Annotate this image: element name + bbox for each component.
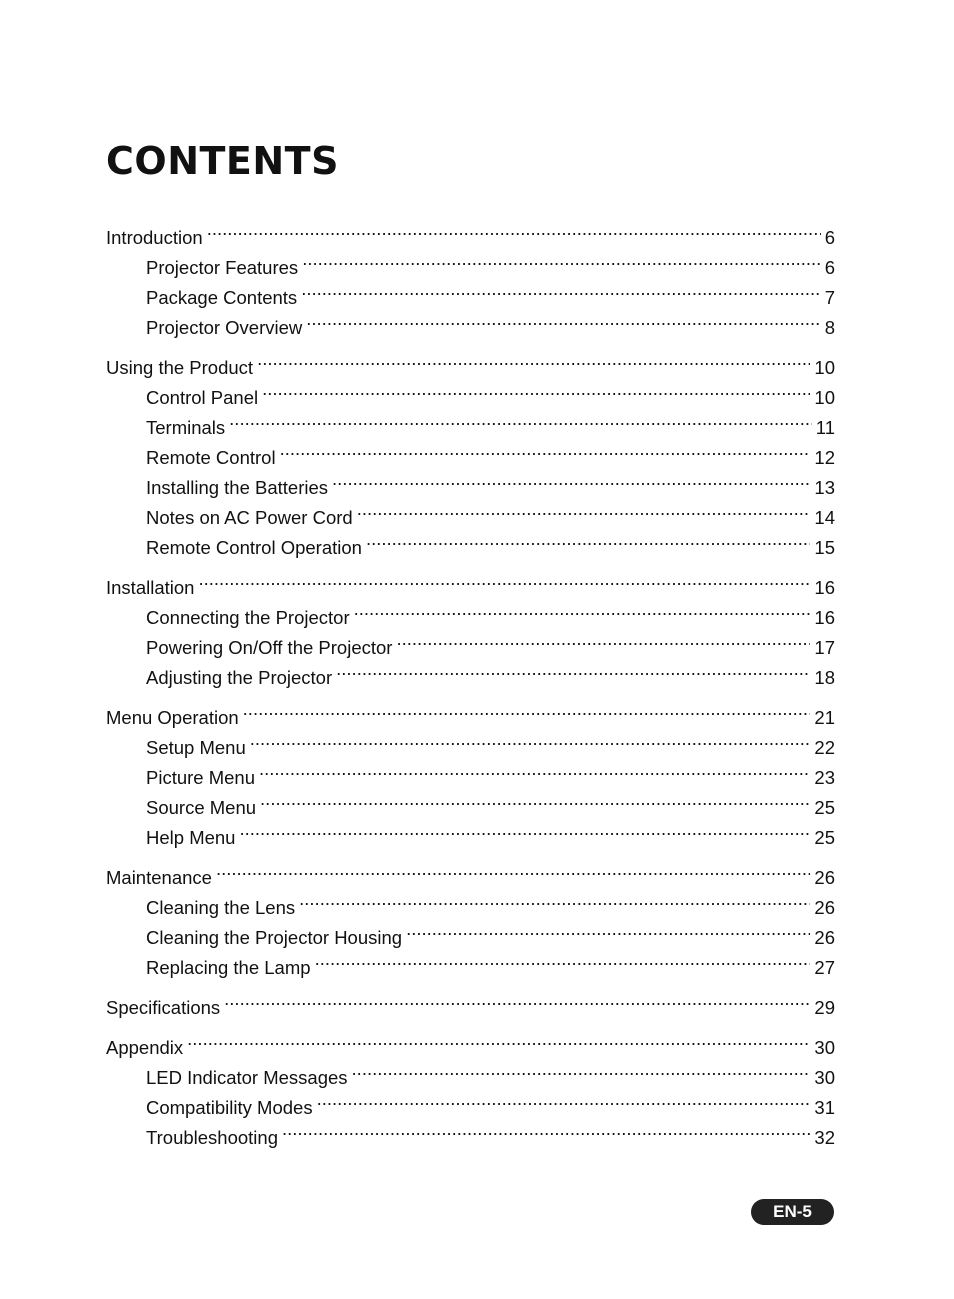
toc-section	[106, 222, 835, 342]
toc-subentry[interactable]	[106, 1122, 835, 1152]
dot-leader	[301, 282, 821, 304]
table-of-contents	[106, 222, 835, 1162]
toc-entry-label: Compatibility Modes	[146, 1097, 313, 1118]
toc-entry-label: Powering On/Off the Projector	[146, 637, 393, 658]
dot-leader	[406, 922, 810, 944]
dot-leader	[306, 312, 820, 334]
dot-leader	[282, 1122, 810, 1144]
dot-leader	[354, 602, 811, 624]
dot-leader	[250, 732, 811, 754]
dot-leader	[216, 862, 810, 884]
toc-entry-label: Specifications	[106, 997, 221, 1018]
toc-entry-label: Cleaning the Lens	[146, 897, 296, 918]
toc-page-number: 32	[814, 1127, 835, 1148]
toc-page-number: 26	[814, 927, 835, 948]
toc-entry-label: Picture Menu	[146, 767, 255, 788]
toc-page-number: 27	[814, 957, 835, 978]
toc-page-number: 25	[814, 797, 835, 818]
dot-leader	[336, 662, 810, 684]
toc-page-number: 16	[814, 577, 835, 598]
toc-subentry[interactable]	[106, 1092, 835, 1122]
toc-page-number: 8	[824, 317, 835, 338]
toc-subentry[interactable]	[106, 252, 835, 282]
toc-page-number: 7	[824, 287, 835, 308]
page-title: CONTENTS	[106, 139, 339, 183]
toc-entry-label: Installing the Batteries	[146, 477, 329, 498]
toc-entry-label: Terminals	[146, 417, 226, 438]
toc-entry[interactable]	[106, 222, 835, 252]
toc-entry-label: LED Indicator Messages	[146, 1067, 348, 1088]
dot-leader	[357, 502, 811, 524]
toc-page-number: 25	[814, 827, 835, 848]
dot-leader	[239, 822, 810, 844]
toc-page-number: 10	[814, 357, 835, 378]
dot-leader	[366, 532, 810, 554]
dot-leader	[207, 222, 821, 244]
toc-page-number: 14	[814, 507, 835, 528]
toc-subentry[interactable]	[106, 632, 835, 662]
toc-subentry[interactable]	[106, 762, 835, 792]
toc-entry-label: Package Contents	[146, 287, 298, 308]
dot-leader	[302, 252, 821, 274]
toc-page-number: 23	[814, 767, 835, 788]
toc-subentry[interactable]	[106, 442, 835, 472]
dot-leader	[280, 442, 811, 464]
toc-entry-label: Appendix	[106, 1037, 184, 1058]
toc-subentry[interactable]	[106, 532, 835, 562]
toc-entry-label: Setup Menu	[146, 737, 246, 758]
toc-entry-label: Troubleshooting	[146, 1127, 278, 1148]
toc-page-number: 29	[814, 997, 835, 1018]
toc-entry-label: Cleaning the Projector Housing	[146, 927, 403, 948]
toc-entry-label: Menu Operation	[106, 707, 239, 728]
toc-entry-label: Remote Control	[146, 447, 276, 468]
toc-entry[interactable]	[106, 1032, 835, 1062]
dot-leader	[259, 762, 810, 784]
toc-page-number: 13	[814, 477, 835, 498]
toc-subentry[interactable]	[106, 282, 835, 312]
toc-entry[interactable]	[106, 992, 835, 1022]
toc-page-number: 12	[814, 447, 835, 468]
toc-subentry[interactable]	[106, 822, 835, 852]
toc-entry-label: Connecting the Projector	[146, 607, 350, 628]
toc-page-number: 30	[814, 1067, 835, 1088]
toc-subentry[interactable]	[106, 312, 835, 342]
toc-page-number: 30	[814, 1037, 835, 1058]
dot-leader	[260, 792, 810, 814]
toc-entry-label: Remote Control Operation	[146, 537, 362, 558]
dot-leader	[315, 952, 811, 974]
toc-subentry[interactable]	[106, 602, 835, 632]
dot-leader	[317, 1092, 811, 1114]
dot-leader	[257, 352, 810, 374]
toc-subentry[interactable]	[106, 732, 835, 762]
toc-entry-label: Using the Product	[106, 357, 254, 378]
toc-page-number: 17	[814, 637, 835, 658]
dot-leader	[229, 412, 812, 434]
toc-entry-label: Control Panel	[146, 387, 259, 408]
toc-entry[interactable]	[106, 572, 835, 602]
toc-page-number: 16	[814, 607, 835, 628]
toc-entry-label: Source Menu	[146, 797, 257, 818]
toc-subentry[interactable]	[106, 412, 835, 442]
toc-subentry[interactable]	[106, 892, 835, 922]
toc-subentry[interactable]	[106, 792, 835, 822]
toc-section	[106, 992, 835, 1022]
toc-page-number: 21	[814, 707, 835, 728]
toc-entry-label: Projector Features	[146, 257, 299, 278]
toc-subentry[interactable]	[106, 382, 835, 412]
toc-entry-label: Help Menu	[146, 827, 236, 848]
toc-subentry[interactable]	[106, 952, 835, 982]
toc-entry-label: Adjusting the Projector	[146, 667, 333, 688]
toc-page-number: 18	[814, 667, 835, 688]
toc-page-number: 31	[814, 1097, 835, 1118]
page-number-badge: EN-5	[751, 1199, 834, 1225]
toc-section	[106, 352, 835, 562]
dot-leader	[352, 1062, 811, 1084]
toc-subentry[interactable]	[106, 502, 835, 532]
dot-leader	[262, 382, 810, 404]
toc-page-number: 26	[814, 897, 835, 918]
toc-page-number: 26	[814, 867, 835, 888]
dot-leader	[198, 572, 810, 594]
toc-entry[interactable]	[106, 352, 835, 382]
toc-page-number: 11	[815, 417, 835, 438]
dot-leader	[187, 1032, 810, 1054]
toc-entry-label: Notes on AC Power Cord	[146, 507, 353, 528]
dot-leader	[299, 892, 810, 914]
toc-page-number: 6	[824, 227, 835, 248]
toc-section	[106, 862, 835, 982]
toc-subentry[interactable]	[106, 472, 835, 502]
toc-page-number: 22	[814, 737, 835, 758]
toc-entry-label: Replacing the Lamp	[146, 957, 311, 978]
toc-entry-label: Projector Overview	[146, 317, 303, 338]
toc-page-number: 10	[814, 387, 835, 408]
toc-entry[interactable]	[106, 702, 835, 732]
toc-subentry[interactable]	[106, 922, 835, 952]
dot-leader	[332, 472, 810, 494]
toc-page-number: 6	[824, 257, 835, 278]
dot-leader	[396, 632, 810, 654]
dot-leader	[224, 992, 810, 1014]
dot-leader	[243, 702, 811, 724]
toc-section	[106, 572, 835, 692]
toc-entry[interactable]	[106, 862, 835, 892]
toc-subentry[interactable]	[106, 1062, 835, 1092]
toc-section	[106, 1032, 835, 1152]
toc-section	[106, 702, 835, 852]
toc-entry-label: Introduction	[106, 227, 203, 248]
toc-page-number: 15	[814, 537, 835, 558]
toc-entry-label: Maintenance	[106, 867, 212, 888]
toc-subentry[interactable]	[106, 662, 835, 692]
toc-entry-label: Installation	[106, 577, 195, 598]
